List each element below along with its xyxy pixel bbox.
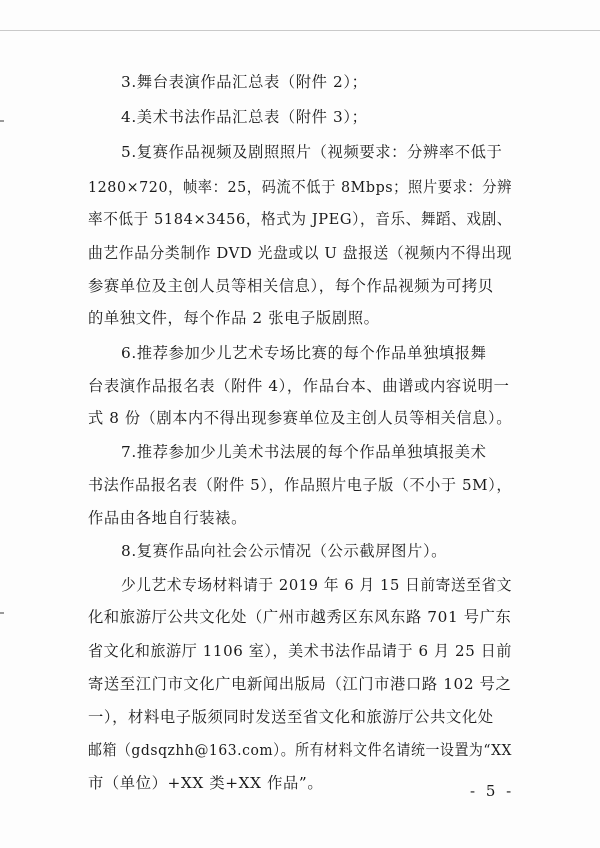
text-line <box>0 701 600 733</box>
page-number: - 5 - <box>470 782 515 800</box>
line-text: 寄送至江门市文化广电新闻出版局（江门市港口路 102 号之 <box>88 675 512 693</box>
line-text: 邮箱（gdsqzhh@163.com）。所有材料文件名请统一设置为“XX <box>88 741 513 759</box>
line-text: 曲艺作品分类制作 DVD 光盘或以 U 盘报送（视频内不得出现 <box>88 244 513 262</box>
text-line <box>0 270 600 302</box>
line-text: 作品由各地自行装裱。 <box>88 509 247 527</box>
line-text: 化和旅游厅公共文化处（广州市越秀区东风东路 701 号广东 <box>88 608 512 626</box>
text-line <box>0 302 600 334</box>
text-line <box>0 502 600 534</box>
text-line <box>0 535 600 567</box>
text-line <box>0 469 600 501</box>
line-text: 的单独文件，每个作品 2 张电子版剧照。 <box>88 309 380 327</box>
line-text: 7.推荐参加少儿美术书法展的每个作品单独填报美术 <box>121 443 487 461</box>
line-text: 1280×720，帧率：25，码流不低于 8Mbps；照片要求：分辨 <box>88 178 512 196</box>
line-text: 6.推荐参加少儿艺术专场比赛的每个作品单独填报舞 <box>121 344 487 362</box>
line-text: 率不低于 5184×3456，格式为 JPEG），音乐、舞蹈、戏剧、 <box>88 210 513 228</box>
line-text: 4.美术书法作品汇总表（附件 3）； <box>121 108 368 126</box>
text-line <box>0 734 600 766</box>
line-text: 8.复赛作品向社会公示情况（公示截屏图片）。 <box>121 542 448 560</box>
line-text: 台表演作品报名表（附件 4），作品台本、曲谱或内容说明一 <box>88 377 510 395</box>
text-line <box>0 402 600 434</box>
line-text: 省文化和旅游厅 1106 室），美术书法作品请于 6 月 25 日前 <box>88 642 513 660</box>
text-line <box>0 569 600 601</box>
binding-mark <box>0 120 4 122</box>
line-text: 书法作品报名表（附件 5），作品照片电子版（不小于 5M）， <box>88 476 513 494</box>
text-line <box>0 136 600 168</box>
text-line <box>0 171 600 203</box>
text-line <box>0 436 600 468</box>
line-text: 式 8 份（剧本内不得出现参赛单位及主创人员等相关信息）。 <box>88 409 512 427</box>
top-rule <box>0 30 600 31</box>
line-text: 一），材料电子版须同时发送至省文化和旅游厅公共文化处 <box>88 708 494 726</box>
text-line <box>0 237 600 269</box>
text-line <box>0 601 600 633</box>
text-line <box>0 203 600 235</box>
text-line <box>0 66 600 98</box>
text-line <box>0 370 600 402</box>
line-text: 少儿艺术专场材料请于 2019 年 6 月 15 日前寄送至省文 <box>121 576 512 594</box>
line-text: 5.复赛作品视频及剧照照片（视频要求：分辨率不低于 <box>121 143 503 161</box>
text-line <box>0 337 600 369</box>
text-line <box>0 635 600 667</box>
line-text: 市（单位）+XX 类+XX 作品”。 <box>88 774 324 792</box>
line-text: 3.舞台表演作品汇总表（附件 2）； <box>121 73 368 91</box>
binding-mark <box>0 612 4 614</box>
text-line <box>0 101 600 133</box>
text-line <box>0 668 600 700</box>
line-text: 参赛单位及主创人员等相关信息），每个作品视频为可拷贝 <box>88 277 494 295</box>
